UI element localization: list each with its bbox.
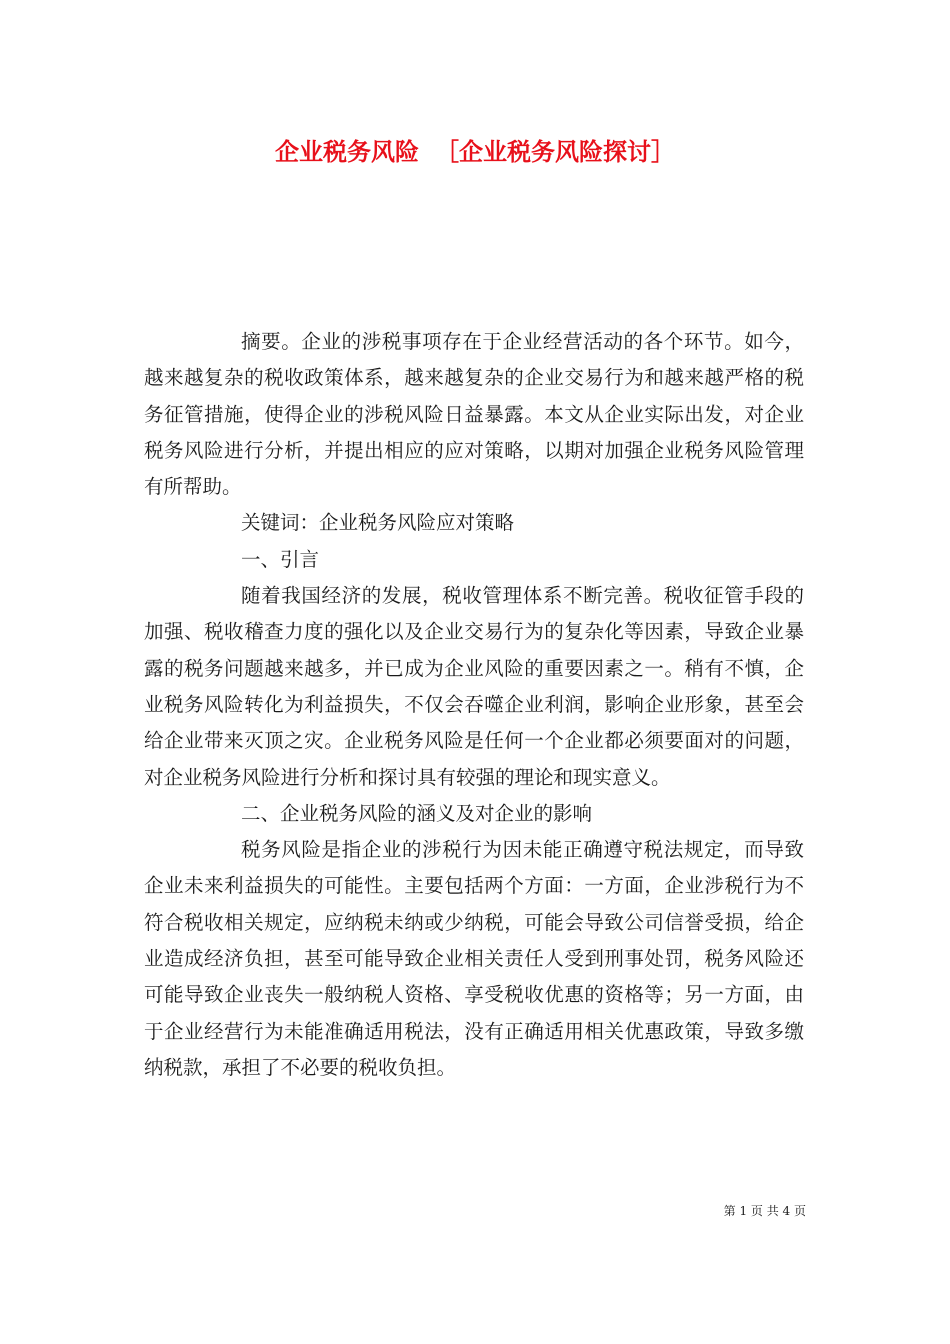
document-body xyxy=(144,324,804,1086)
title-main: 企业税务风险 xyxy=(275,137,419,166)
document-title xyxy=(0,132,950,167)
section-heading-intro: 一、引言 xyxy=(241,547,320,571)
meaning-paragraph: 税务风险是指企业的涉税行为因未能正确遵守税法规定，而导致企业未来利益损失的可能性。主要包括两个方面：一方面，企业涉税行为不符合税收相关规定，应纳税未纳或少纳税，可能会导致公司信誉受损，给企业造成经济负担，甚至可能导致企业相关责任人受到刑事处罚，税务风险还可能导致企业丧失一般纳税人资格、享受税收优惠的资格等；另一方面，由于企业经营行为未能准确适用税法，没有正确适用相关优惠政策，导致多缴纳税款，承担了不必要的税收负担。 xyxy=(144,838,804,1079)
title-subtitle: ［企业税务风险探讨］ xyxy=(435,137,675,166)
keywords-line: 关键词：企业税务风险应对策略 xyxy=(241,511,515,535)
section-heading-meaning: 二、企业税务风险的涵义及对企业的影响 xyxy=(241,801,593,825)
page-number-footer: 第 1 页 共 4 页 xyxy=(723,1204,806,1218)
intro-paragraph: 随着我国经济的发展，税收管理体系不断完善。税收征管手段的加强、税收稽查力度的强化以及企业交易行为的复杂化等因素，导致企业暴露的税务问题越来越多，并已成为企业风险的重要因素之一。稍有不慎，企业税务风险转化为利益损失，不仅会吞噬企业利润，影响企业形象，甚至会给企业带来灭顶之灾。企业税务风险是任何一个企业都必须要面对的问题，对企业税务风险进行分析和探讨具有较强的理论和现实意义。 xyxy=(144,584,804,789)
abstract-paragraph: 摘要。企业的涉税事项存在于企业经营活动的各个环节。如今，越来越复杂的税收政策体系，越来越复杂的企业交易行为和越来越严格的税务征管措施，使得企业的涉税风险日益暴露。本文从企业实际出发，对企业税务风险进行分析，并提出相应的应对策略，以期对加强企业税务风险管理有所帮助。 xyxy=(144,330,804,499)
